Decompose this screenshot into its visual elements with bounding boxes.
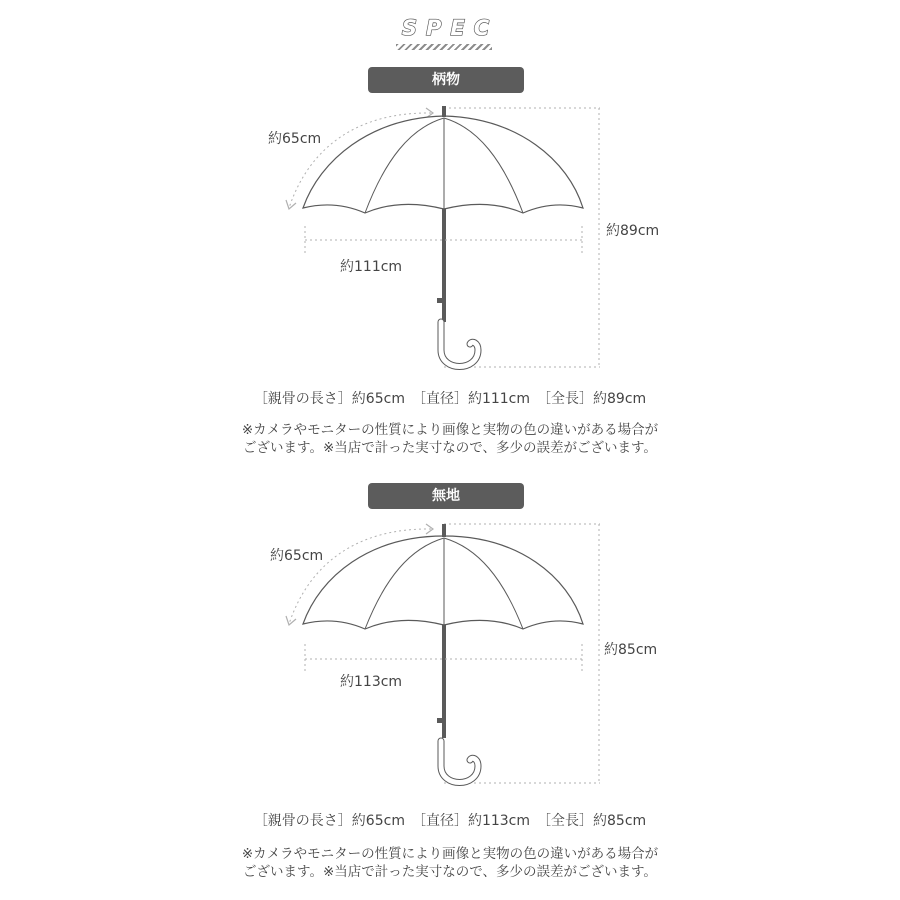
total-length-label: 約89cm xyxy=(606,223,660,239)
diameter-label: 約113cm xyxy=(340,674,403,690)
rib-length-label: 約65cm xyxy=(268,131,322,147)
spec-summary: ［親骨の長さ］約65cm ［直径］約111cm ［全長］約89cm xyxy=(253,391,647,407)
note-line: ございます。※当店で計った実寸なので、多少の誤差がございます。 xyxy=(243,440,657,456)
spec-summary: ［親骨の長さ］約65cm ［直径］約113cm ［全長］約85cm xyxy=(253,813,647,829)
note-line: ※カメラやモニターの性質により画像と実物の色の違いがある場合が xyxy=(241,846,659,862)
note-line: ございます。※当店で計った実寸なので、多少の誤差がございます。 xyxy=(243,864,657,880)
umbrella-illustration xyxy=(0,416,900,796)
diameter-label: 約111cm xyxy=(340,259,403,275)
rib-length-label: 約65cm xyxy=(270,548,324,564)
umbrella-illustration xyxy=(0,0,900,380)
note-line: ※カメラやモニターの性質により画像と実物の色の違いがある場合が xyxy=(241,422,659,438)
total-length-label: 約85cm xyxy=(604,642,658,658)
section-label-patterned: 柄物 xyxy=(368,67,524,93)
spec-title: SPEC xyxy=(401,16,499,40)
section-label-solid: 無地 xyxy=(368,483,524,509)
